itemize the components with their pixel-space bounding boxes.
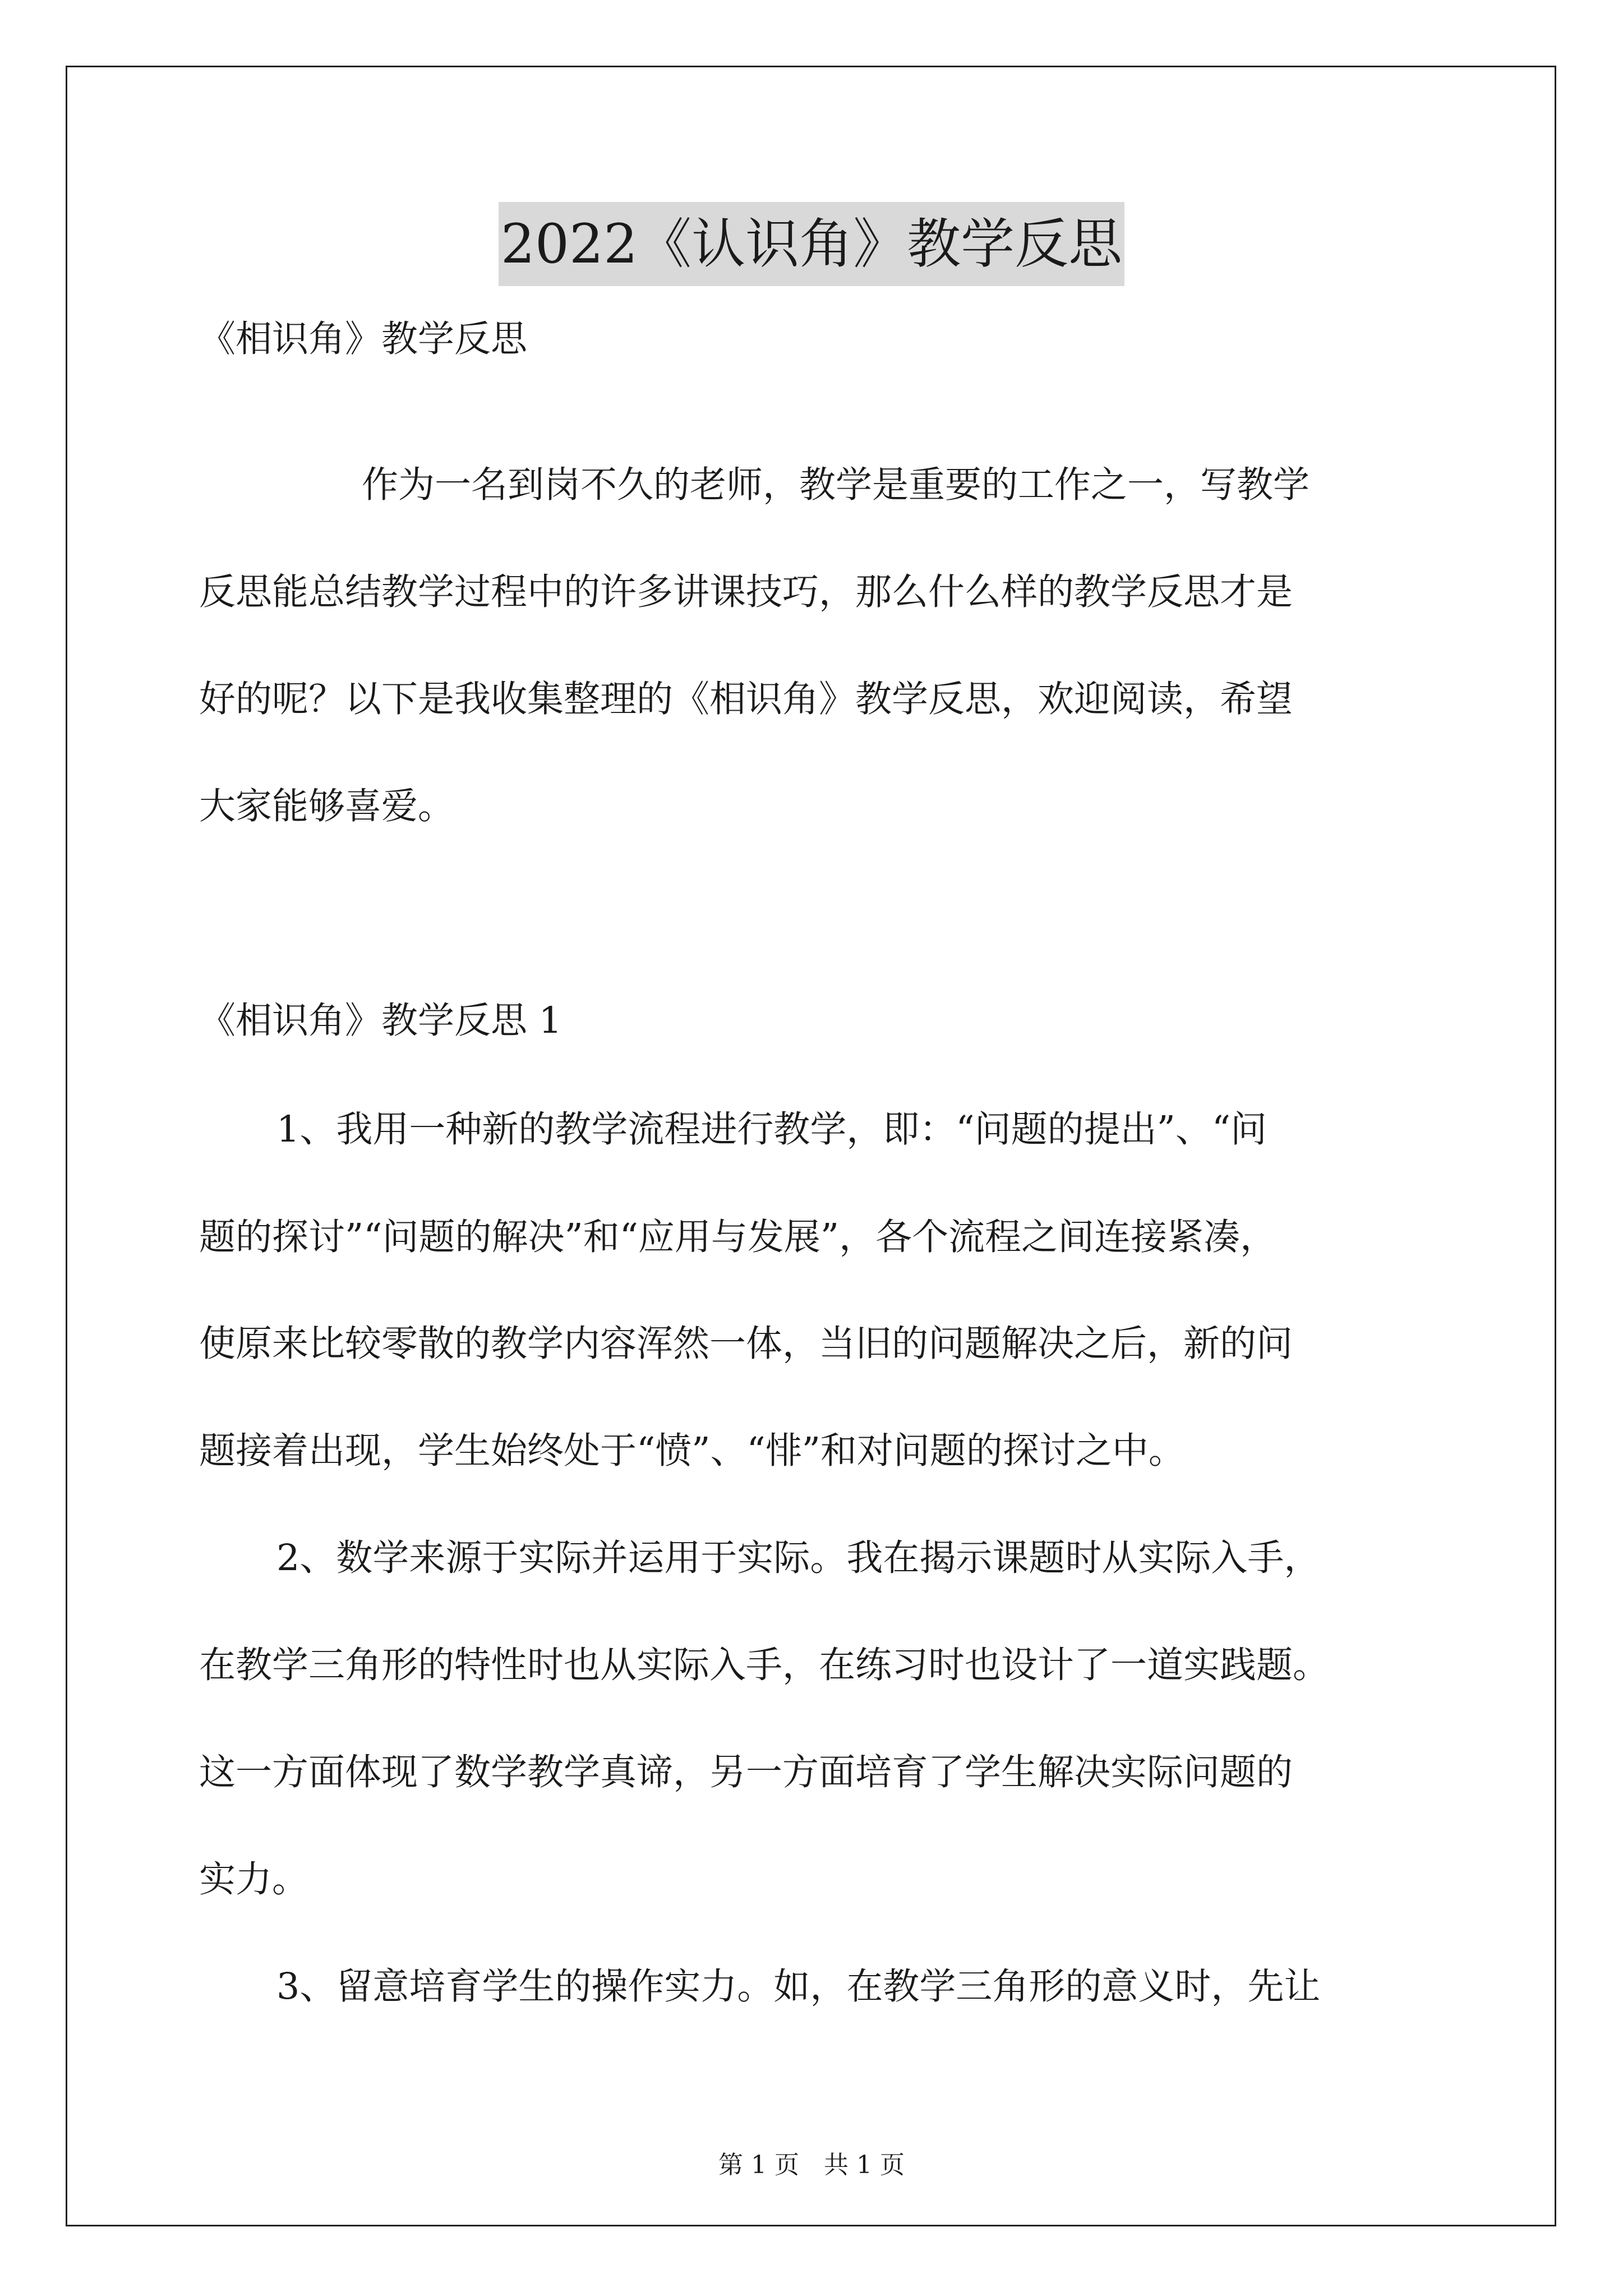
- paragraph-1-line-3: 使原来比较零散的教学内容浑然一体，当旧的问题解决之后，新的问: [199, 1323, 1293, 1365]
- section-heading: 《相识角》教学反思 1: [199, 1000, 562, 1042]
- intro-line-4: 大家能够喜爱。: [199, 785, 455, 827]
- paragraph-1-line-4: 题接着出现，学生始终处于“愤”、“悱”和对问题的探讨之中。: [199, 1430, 1185, 1472]
- paragraph-2-line-2: 在教学三角形的特性时也从实际入手，在练习时也设计了一道实践题。: [199, 1644, 1330, 1686]
- intro-line-3: 好的呢？以下是我收集整理的《相识角》教学反思，欢迎阅读，希望: [199, 678, 1293, 720]
- intro-line-2: 反思能总结教学过程中的许多讲课技巧，那么什么样的教学反思才是: [199, 571, 1293, 613]
- title-container: [0, 202, 1623, 286]
- paragraph-2-line-4: 实力。: [199, 1858, 309, 1901]
- page-footer: 第 1 页 共 1 页: [718, 2151, 905, 2179]
- paragraph-3-line-1: 3、留意培育学生的操作实力。如，在教学三角形的意义时，先让: [276, 1966, 1321, 2008]
- paragraph-1-line-2: 题的探讨”“问题的解决”和“应用与发展”，各个流程之间连接紧凑，: [199, 1216, 1277, 1258]
- paragraph-2-line-1: 2、数学来源于实际并运用于实际。我在揭示课题时从实际入手，: [276, 1537, 1321, 1579]
- intro-line-1: 作为一名到岗不久的老师，教学是重要的工作之一，写教学: [362, 464, 1310, 506]
- paragraph-1-line-1: 1、我用一种新的教学流程进行教学，即：“问题的提出”、“问: [276, 1108, 1267, 1151]
- paragraph-2-line-3: 这一方面体现了数学教学真谛，另一方面培育了学生解决实际问题的: [199, 1751, 1293, 1793]
- document-title: 2022《认识角》教学反思: [499, 202, 1124, 286]
- document-subtitle: 《相识角》教学反思: [199, 318, 528, 360]
